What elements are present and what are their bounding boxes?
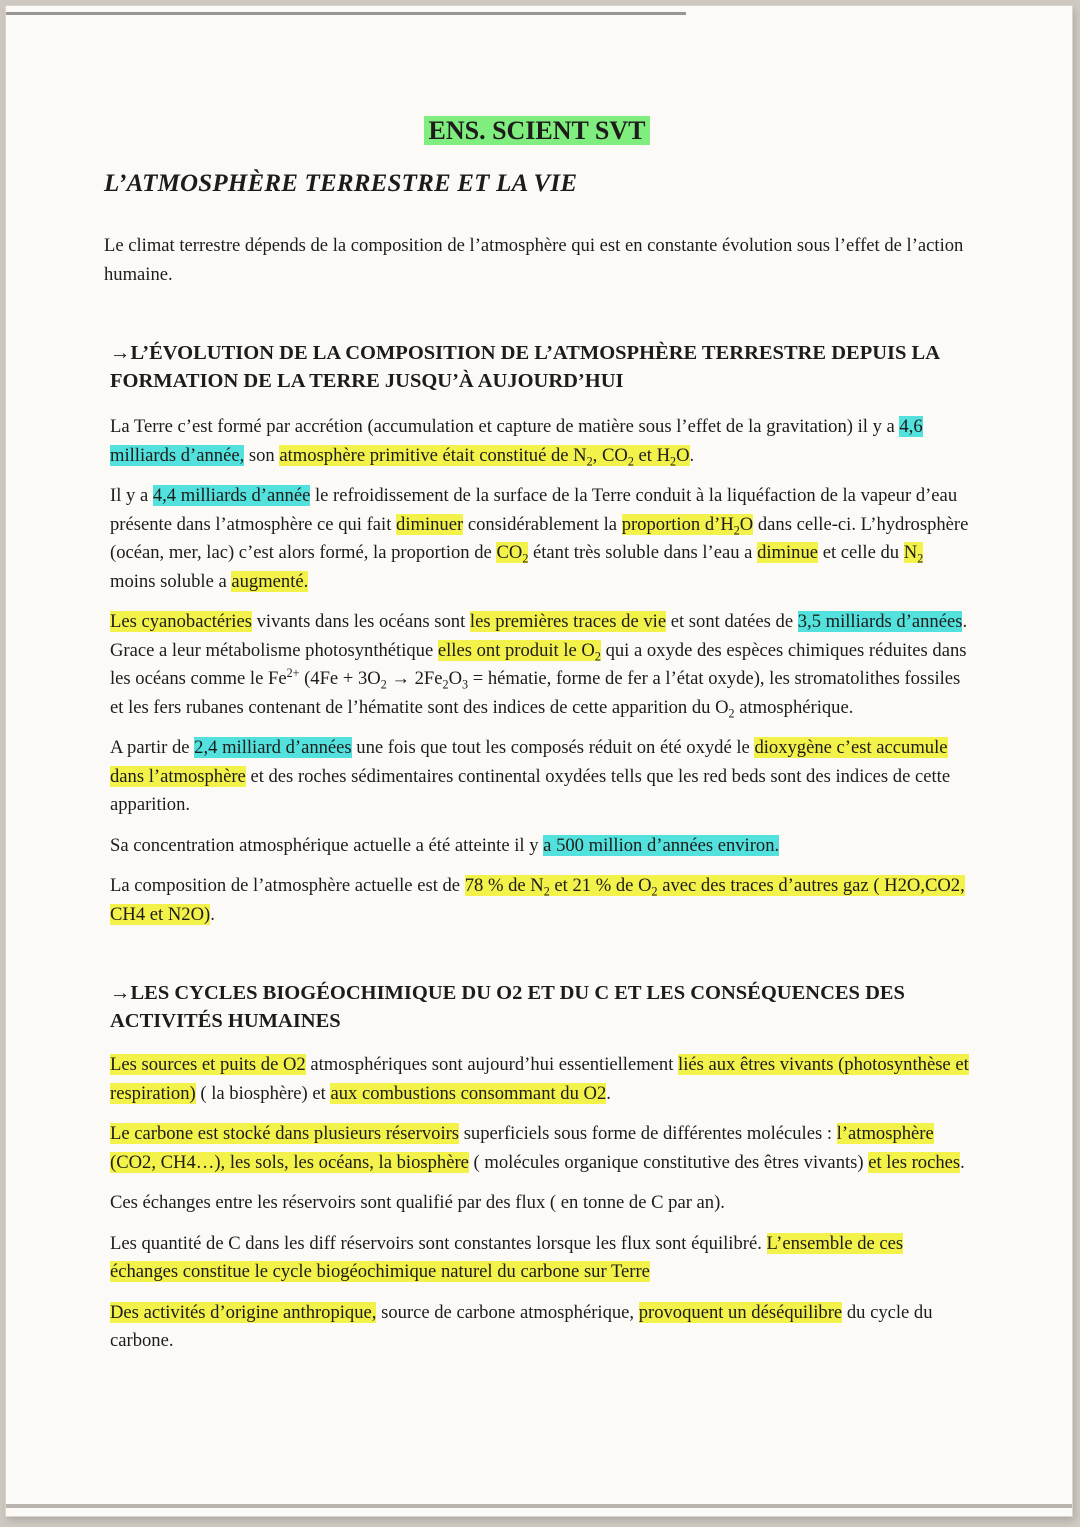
document-content (104, 114, 970, 1368)
main-heading: L’ATMOSPHÈRE TERRESTRE ET LA VIE (104, 170, 578, 197)
s2-paragraph-5: Des activités d’origine anthropique, source de carbone atmosphérique, provoquent un déséquilibre du cycle du carbone. (110, 1301, 933, 1351)
s1-paragraph-6: La composition de l’atmosphère actuelle est de 78 % de $N_2$ et 21 % de $O_2$ avec des traces d’autres gaz ( H2O,CO2, CH4 et N2O). (110, 875, 965, 925)
section2-heading: →LES CYCLES BIOGÉOCHIMIQUE DU O2 ET DU C ET LES CONSÉQUENCES DES ACTIVITÉS HUMAINES (110, 982, 905, 1032)
s2-paragraph-3: Ces échanges entre les réservoirs sont qualifié par des flux ( en tonne de C par an). (110, 1192, 725, 1213)
s1-paragraph-3: Les cyanobactéries vivants dans les océans sont les premières traces de vie et sont datées de 3,5 milliards d’années. Grace a leur métabolisme photosynthétique elles ont produit le $O_2$ qui a oxyde des espèces chimiques réduites dans les océans comme le $Fe^{2+}$ ($4Fe + 3O_2 \to 2Fe_2O_3$ = hématie, forme de fer a l’état oxyde), les stromatolithes fossiles et les fers rubanes contenant de l’hématite sont des indices de cette apparition du $O_2$ atmosphérique. (110, 611, 968, 721)
s1-paragraph-5: Sa concentration atmosphérique actuelle a été atteinte il y a 500 million d’années environ. (110, 834, 780, 856)
s2-paragraph-1: Les sources et puits de O2 atmosphériques sont aujourd’hui essentiellement liés aux êtres vivants (photosynthèse et respiration) ( la biosphère) et aux combustions consommant du O2. (110, 1054, 969, 1104)
s2-paragraph-4: Les quantité de C dans les diff réservoirs sont constantes lorsque les flux sont équilibré. L’ensemble de ces échanges constitue le cycle biogéochimique naturel du carbone sur Terre (110, 1232, 904, 1282)
top-edge-line (6, 12, 686, 15)
s1-paragraph-1: La Terre c’est formé par accrétion (accumulation et capture de matière sous l’effet de la gravitation) il y a 4,6 milliards d’année, son atmosphère primitive était constitué de $N_2$, $CO_2$ et $H_2O$. (110, 416, 923, 469)
section1-heading: →L’ÉVOLUTION DE LA COMPOSITION DE L’ATMOSPHÈRE TERRESTRE DEPUIS LA FORMATION DE LA TERRE JUSQU’À AUJOURD’HUI (110, 342, 939, 392)
intro-paragraph: Le climat terrestre dépends de la composition de l’atmosphère qui est en constante évolution sous l’effet de l’action humaine. (104, 235, 964, 285)
s1-paragraph-2: Il y a 4,4 milliards d’année le refroidissement de la surface de la Terre conduit à la liquéfaction de la vapeur d’eau présente dans l’atmosphère ce qui fait diminuer considérablement la proportion $d’H_2O$ dans celle-ci. L’hydrosphère (océan, mer, lac) c’est alors formé, la proportion de $CO_2$ étant très soluble dans l’eau a diminue et celle du $N_2$ moins soluble a augmenté. (110, 485, 969, 592)
s1-paragraph-4: A partir de 2,4 milliard d’années une fois que tout les composés réduit on été oxydé le dioxygène c’est accumule dans l’atmosphère et des roches sédimentaires continental oxydées tells que les red beds sont des indices de cette apparition. (110, 737, 951, 815)
bottom-edge-line (6, 1504, 1072, 1508)
document-page (6, 6, 1072, 1516)
document-title (104, 114, 970, 148)
s2-paragraph-2: Le carbone est stocké dans plusieurs réservoirs superficiels sous forme de différentes molécules : l’atmosphère (CO2, CH4…), les sols, les océans, la biosphère ( molécules organique constitutive des êtres vivants) et les roches. (110, 1123, 965, 1173)
title-highlight: ENS. SCIENT SVT (424, 116, 649, 145)
